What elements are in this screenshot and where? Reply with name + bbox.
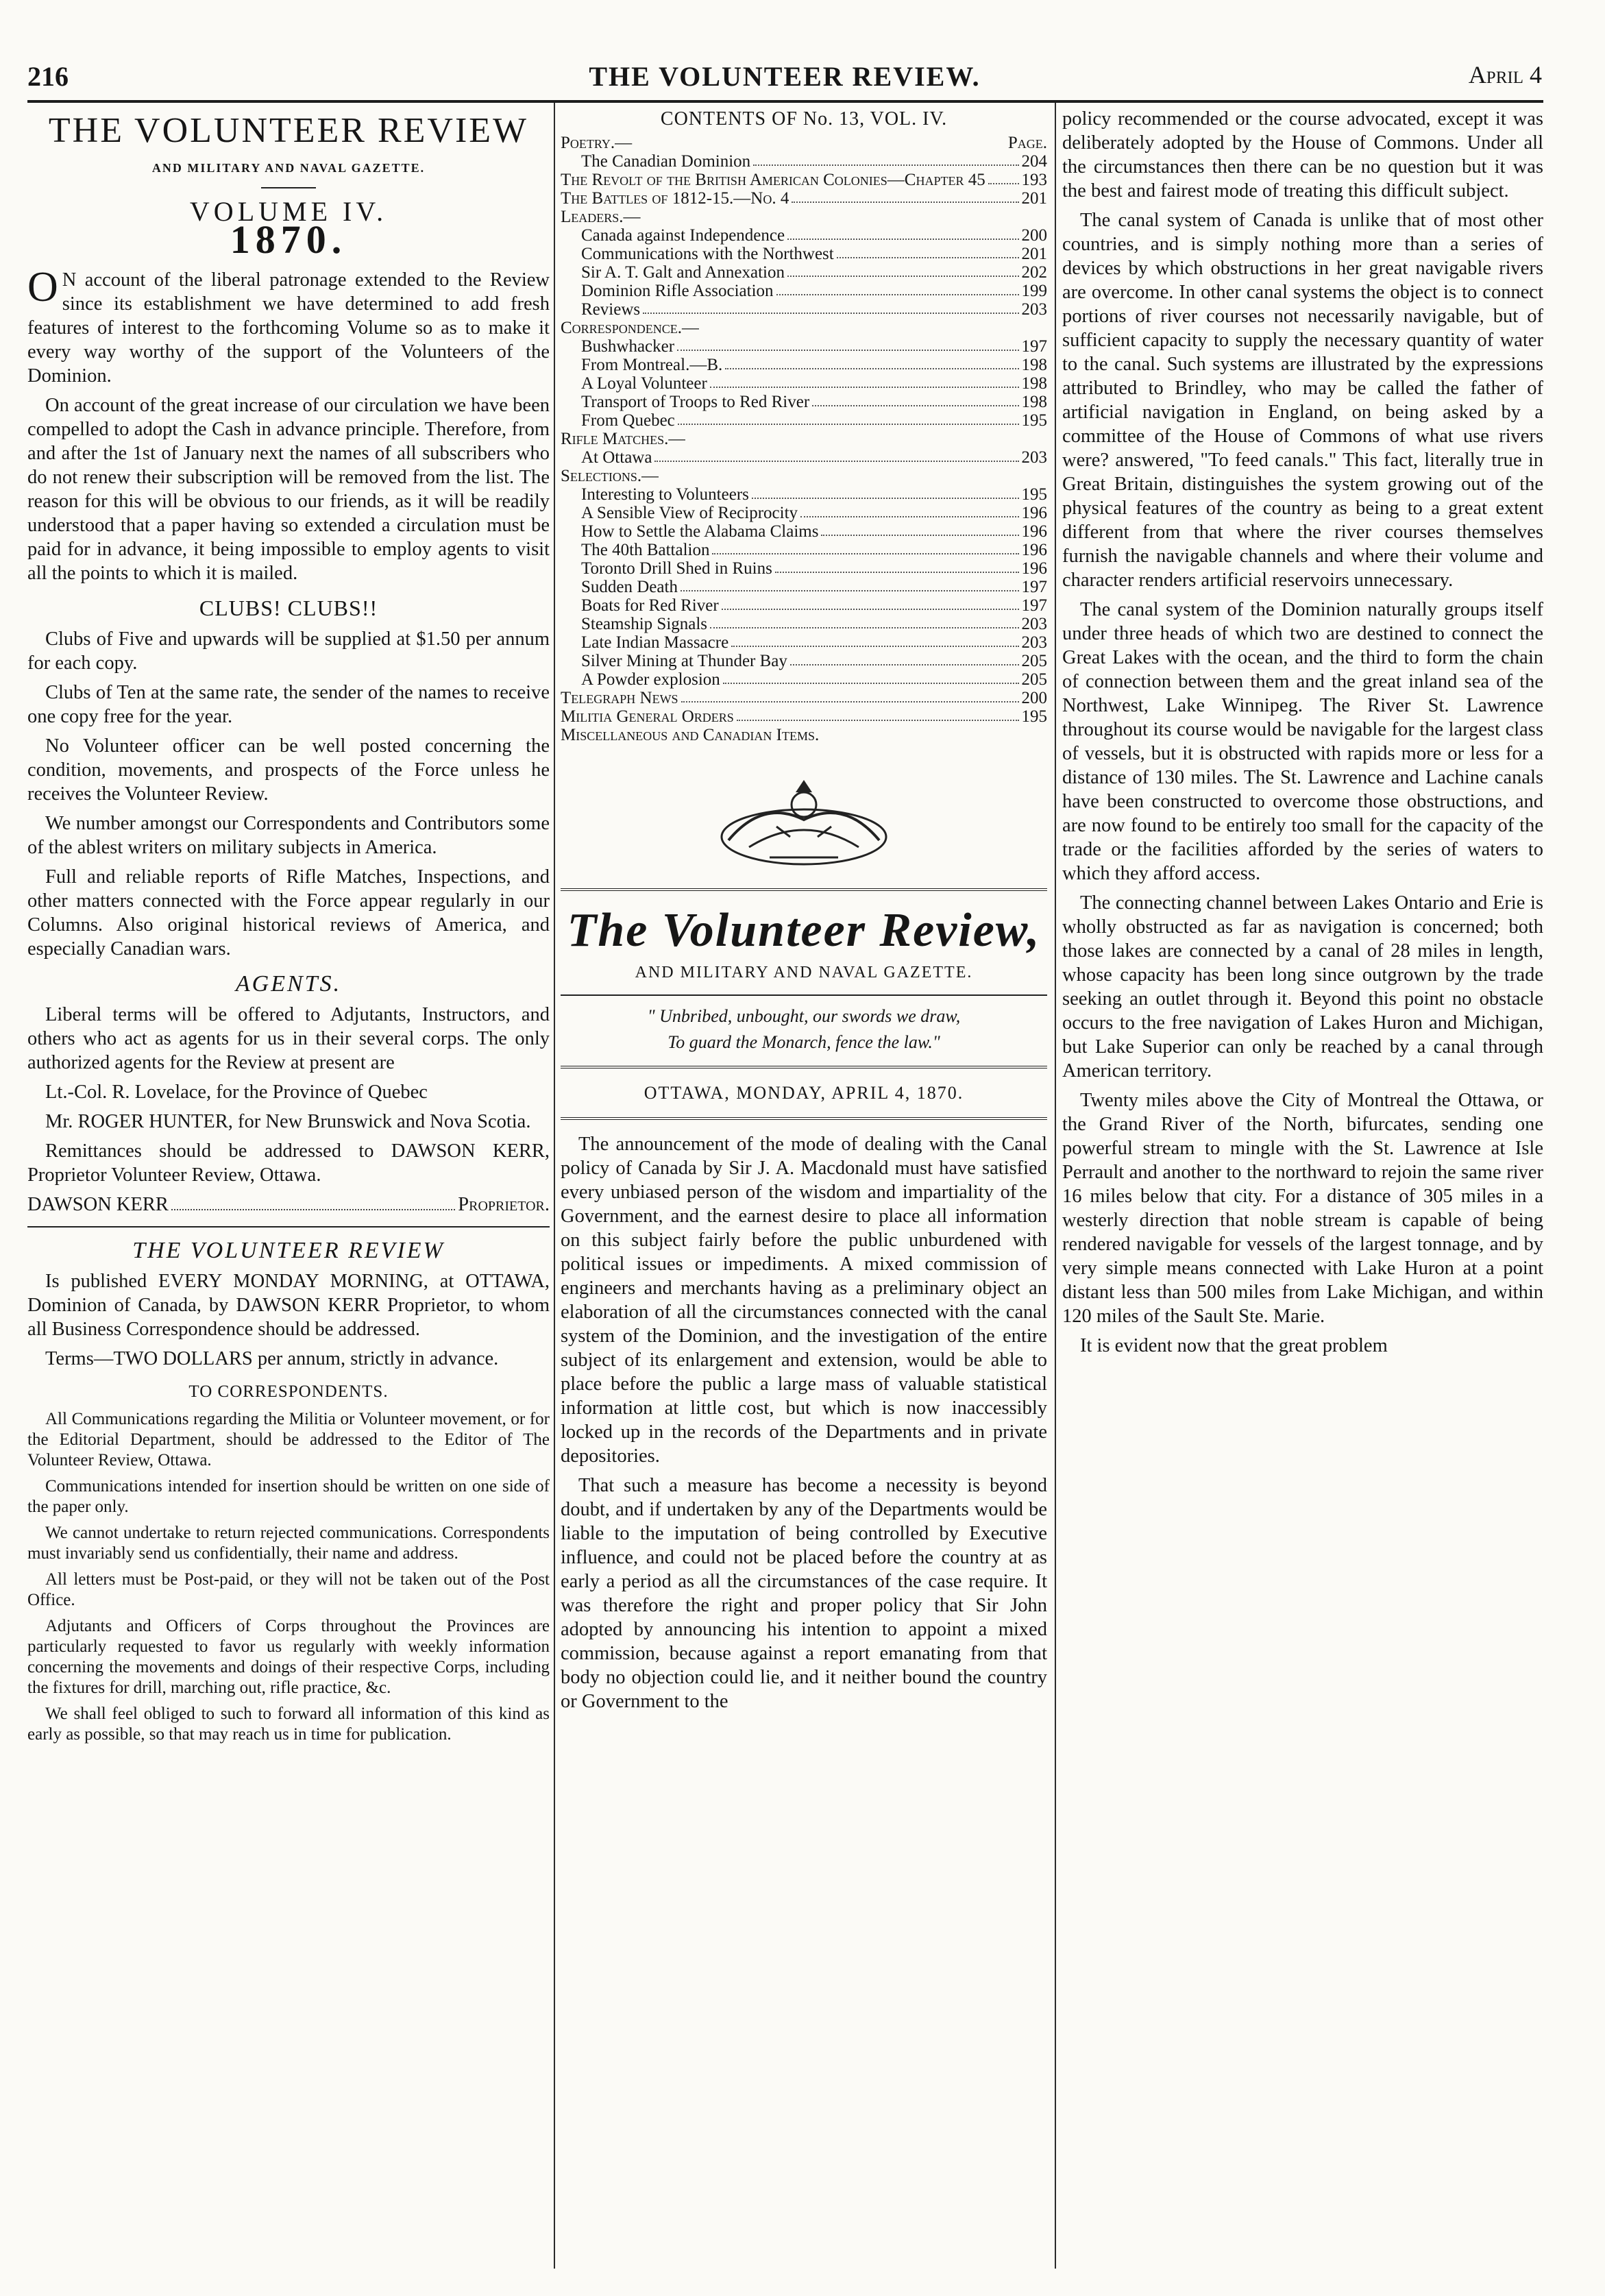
- motto-rule: [561, 994, 1047, 996]
- leader-dots: [681, 578, 1019, 591]
- column-1: [27, 107, 550, 2269]
- clubs-paragraph-2: Clubs of Ten at the same rate, the sender of the names to receive one copy free for the year.: [27, 682, 550, 727]
- contents-entry-page: 197: [1021, 578, 1047, 596]
- contents-entry: [561, 171, 1047, 189]
- contents-entry: [561, 596, 1047, 615]
- contents-entry: [561, 559, 1047, 578]
- contents-entry-title: Militia General Orders: [561, 707, 734, 726]
- contents-heading: CONTENTS OF No. 13, VOL. IV.: [660, 108, 948, 130]
- contents-entry: [561, 337, 1047, 356]
- short-rule: [261, 187, 316, 188]
- contents-entry: [561, 652, 1047, 670]
- contents-entry: [561, 282, 1047, 300]
- proprietor-title: Proprietor.: [458, 1194, 550, 1215]
- masthead-rule-top: [561, 888, 1047, 891]
- contents-entry: [561, 226, 1047, 245]
- contents-entry-title: The Revolt of the British American Colonies—Chapter 45: [561, 171, 985, 189]
- running-date: April 4: [1468, 61, 1542, 88]
- drop-cap: O: [27, 264, 58, 310]
- leader-dots: [787, 226, 1018, 240]
- contents-entry-page: 200: [1021, 226, 1047, 245]
- leader-dots: [776, 282, 1019, 295]
- contents-entry-page: 197: [1021, 337, 1047, 356]
- contents-entry-title: Late Indian Massacre: [581, 633, 729, 652]
- contents-entry-page: 203: [1021, 615, 1047, 633]
- circulation-paragraph: On account of the great increase of our circulation we have been compelled to adopt the Cash in advance principle. Therefore, from and after the 1st of January next the names of all subscribers who do not renew their subscription will be removed from the list. The reason for this will be obvious to our friends, as it will be readily understood that a paper having so extended a circulation must be paid for in advance, it being impossible to employ agents to visit all the points to which it is mailed.: [27, 395, 550, 584]
- agent-quebec: Lt.-Col. R. Lovelace, for the Province of Quebec: [45, 1082, 428, 1103]
- contents-poetry-label: Poetry.—: [561, 134, 633, 152]
- contents-entry-title: Selections.—: [561, 467, 659, 485]
- contents-entry-title: How to Settle the Alabama Claims: [581, 522, 819, 541]
- leader-dots: [712, 541, 1018, 554]
- contents-entry: [561, 356, 1047, 374]
- contents-entry-title: Miscellaneous and Canadian Items.: [561, 726, 820, 744]
- contents-entry-title: Communications with the Northwest: [581, 245, 834, 263]
- leader-dots: [821, 522, 1018, 536]
- contents-entry-page: 195: [1021, 411, 1047, 430]
- contents-entry-page: 196: [1021, 504, 1047, 522]
- contents-entry-title: Reviews: [581, 300, 641, 319]
- dateline-rule-bottom: [561, 1117, 1047, 1120]
- leader-dots: [710, 615, 1018, 628]
- contents-entry-title: Canada against Independence: [581, 226, 785, 245]
- contents-entry-title: Sudden Death: [581, 578, 678, 596]
- article-paragraph-4: The canal system of Canada is unlike that of most other countries, and is simply nothing more than a series of devices by which obstructions in her great navigable rivers are overcome. In other canal systems the object is to connect portions of river courses not necessarily navigable, but of sufficient capacity to supply the necessary quantity of water to the canal. Such systems are illustrated by the expressions attributed to Brindley, who may be called the father of artificial navigation in England, on being asked by a committee of the House of Commons of what use rivers were? answered, "To feed canals." This fact, literally true in Great Britain, distinguishes the system growing out of the physical features of the country as being to a great extent different from that where the river courses themselves furnish the navigable channels and where their volume and character renders artificial reservoirs unnecessary.: [1062, 210, 1543, 591]
- contents-entry-title: Leaders.—: [561, 208, 641, 226]
- leader-dots: [988, 171, 1019, 184]
- contents-entry-title: A Powder explosion: [581, 670, 720, 689]
- column-3: [1062, 107, 1543, 2269]
- contents-entry-page: 202: [1021, 263, 1047, 282]
- article-paragraph-3: policy recommended or the course advocated, except it was deliberately adopted by the House of Commons. Under all the circumstances then there can be no question but it was the best and fairest mode of treating this difficult subject.: [1062, 108, 1543, 201]
- contents-entry-title: Boats for Red River: [581, 596, 719, 615]
- leader-dots: [787, 263, 1019, 277]
- agents-paragraph: Liberal terms will be offered to Adjutants, Instructors, and others who act as agents for us in their several corps. The only authorized agents for the Review at present are: [27, 1004, 550, 1073]
- contents-entry: [561, 319, 1047, 337]
- leader-dots: [812, 393, 1018, 406]
- contents-entry-title: Bushwhacker: [581, 337, 675, 356]
- correspondents-item: Communications intended for insertion should be written on one side of the paper only.: [27, 1477, 550, 1516]
- leader-dots: [800, 504, 1018, 517]
- contents-entry-title: Interesting to Volunteers: [581, 485, 749, 504]
- contents-entry-page: 197: [1021, 596, 1047, 615]
- contents-entry: [561, 485, 1047, 504]
- contents-entry: [561, 430, 1047, 448]
- leader-dots: [753, 152, 1018, 166]
- contents-entry-title: At Ottawa: [581, 448, 652, 467]
- running-head: [27, 60, 1542, 101]
- contents-entry-page: 203: [1021, 633, 1047, 652]
- leader-dots: [725, 356, 1018, 369]
- contents-entry: [561, 208, 1047, 226]
- agent-new-brunswick: Mr. ROGER HUNTER, for New Brunswick and Nova Scotia.: [45, 1111, 531, 1132]
- page-number: 216: [27, 61, 69, 92]
- contents-entry-title: Rifle Matches.—: [561, 430, 686, 448]
- contents-entry: [561, 522, 1047, 541]
- contributors-paragraph: We number amongst our Correspondents and Contributors some of the ablest writers on military subjects in America.: [27, 813, 550, 858]
- volume-label: VOLUME IV.: [189, 196, 388, 227]
- article-paragraph-6: The connecting channel between Lakes Ontario and Erie is wholly obstructed as far as navigation is concerned; both those lakes are connected by a canal of 28 miles in length, whose capacity has been long since outgrown by the trade seeking an outlet through it. Beyond this point no obstacle occurs to the free navigation of Lakes Huron and Michigan, but Lake Superior can only be reached by a canal through American territory.: [1062, 892, 1543, 1082]
- correspondents-item: All letters must be Post-paid, or they will not be taken out of the Post Office.: [27, 1570, 550, 1609]
- leader-dots: [654, 448, 1018, 462]
- contents-entry-title: Telegraph News: [561, 689, 678, 707]
- leader-dots: [677, 337, 1018, 351]
- contents-entry: [561, 300, 1047, 319]
- article-paragraph-8: It is evident now that the great problem: [1080, 1335, 1388, 1356]
- article-paragraph-1: The announcement of the mode of dealing with the Canal policy of Canada by Sir J. A. Macdonald must have satisfied every unbiased person of the wisdom and impartiality of the Government, and the earnest desire to place all information on this subject fairly before the public unburdened with political issues or impediments. A mixed commission of engineers and merchants having as a preliminary object an elaboration of all the circumstances connected with the canal system of the Dominion, and the investigation of the entire subject of its enlargement and extension, would be able to place before the public a large mass of valuable statistical information at little cost, but which is now inaccessibly locked up in the records of the Departments and in private depositories.: [561, 1134, 1047, 1467]
- contents-entry-title: A Loyal Volunteer: [581, 374, 707, 393]
- contents-entry: [561, 467, 1047, 485]
- column-rule-1: [554, 103, 555, 2269]
- correspondents-item: Adjutants and Officers of Corps throughout the Provinces are particularly requested to favor us regularly with weekly information concerning the movements and doings of their respective Corps, including the fixtures for drill, marching out, rifle practice, &c.: [27, 1617, 550, 1697]
- proprietor-line: [27, 1193, 550, 1217]
- contents-entry-title: Steamship Signals: [581, 615, 708, 633]
- correspondents-item: We cannot undertake to return rejected communications. Correspondents must invariably send us confidentially, their name and address.: [27, 1524, 550, 1563]
- contents-entry: [561, 707, 1047, 726]
- clubs-paragraph-1: Clubs of Five and upwards will be supplied at $1.50 per annum for each copy.: [27, 628, 550, 674]
- contents-entry-page: 195: [1021, 485, 1047, 504]
- remittances-paragraph: Remittances should be addressed to DAWSON KERR, Proprietor Volunteer Review, Ottawa.: [27, 1140, 550, 1186]
- leader-dots: [837, 245, 1019, 258]
- article-paragraph-5: The canal system of the Dominion naturally groups itself under three heads of which two are destined to connect the Great Lakes with the ocean, and the third to form the chain of connection between them and the great inland sea of the Northwest, Lake Winnipeg. The River St. Lawrence throughout its course would be navigable for the largest class of vessels, but it is obstructed with rapids more or less for a distance of 130 miles. The St. Lawrence and Lachine canals have been constructed to overcome those obstructions, and are now found to be entirely too small for the capacity of the trade or the facilities afforded by the series of waters to which they afford access.: [1062, 599, 1543, 884]
- masthead-title: THE VOLUNTEER REVIEW: [48, 111, 529, 150]
- leader-dots: [775, 559, 1019, 573]
- motto-line-2: To guard the Monarch, fence the law.": [667, 1032, 940, 1052]
- contents-entry-title: Correspondence.—: [561, 319, 699, 337]
- leader-dots: [752, 485, 1019, 499]
- leader-dots: [790, 652, 1019, 665]
- intro-paragraph: [27, 264, 550, 388]
- contents-entry-page: 198: [1021, 393, 1047, 411]
- terms-paragraph: Terms—TWO DOLLARS per annum, strictly in advance.: [45, 1348, 499, 1369]
- leader-dots: [710, 374, 1019, 388]
- contents-entry: [561, 541, 1047, 559]
- contents-entry: [561, 411, 1047, 430]
- contents-entry-page: 193: [1021, 171, 1047, 189]
- contents-entry-page: 201: [1021, 245, 1047, 263]
- leader-dots: [792, 189, 1018, 203]
- section-rule: [27, 1226, 550, 1228]
- contents-entry-title: The Battles of 1812-15.—No. 4: [561, 189, 789, 208]
- masthead-subtitle: AND MILITARY AND NAVAL GAZETTE.: [151, 161, 426, 175]
- contents-entry: [561, 374, 1047, 393]
- contents-entry-page: 199: [1021, 282, 1047, 300]
- contents-entry: [561, 670, 1047, 689]
- contents-entry: [561, 578, 1047, 596]
- leader-dots: [723, 670, 1019, 684]
- reports-paragraph: Full and reliable reports of Rifle Matches, Inspections, and other matters connected with the Force appear regularly in our Columns. Also original historical reviews of America, and especially Canadian wars.: [27, 866, 550, 960]
- contents-entry-title: Toronto Drill Shed in Ruins: [581, 559, 772, 578]
- contents-entry-title: From Montreal.—B.: [581, 356, 723, 374]
- contents-entry: [561, 615, 1047, 633]
- crest-emblem-icon: [701, 772, 907, 875]
- clubs-heading: CLUBS! CLUBS!!: [199, 596, 378, 620]
- contents-list: [561, 152, 1047, 744]
- dateline: OTTAWA, MONDAY, APRIL 4, 1870.: [644, 1083, 964, 1103]
- contents-header-row: [561, 134, 1047, 152]
- contents-entry-page: 203: [1021, 300, 1047, 319]
- article-paragraph-2: That such a measure has become a necessity is beyond doubt, and if undertaken by any of the Departments would be liable to the imputation of being controlled by Executive influence, and could not be placed before the country at as early a period as all the circumstances of the case require. It was therefore the right and proper policy that Sir John adopted by announcing his intention to appoint a mixed commission, because against a report emanating from that body no objection could lie, and it neither bound the country or Government to the: [561, 1475, 1047, 1712]
- contents-entry-page: 196: [1021, 559, 1047, 578]
- running-title: THE VOLUNTEER REVIEW.: [589, 61, 981, 92]
- leader-dots: [737, 707, 1019, 721]
- year-label: 1870.: [230, 217, 347, 262]
- contents-entry-page: 203: [1021, 448, 1047, 467]
- contents-entry-title: The 40th Battalion: [581, 541, 710, 559]
- contents-entry: [561, 393, 1047, 411]
- contents-entry-title: Silver Mining at Thunder Bay: [581, 652, 787, 670]
- article-paragraph-7: Twenty miles above the City of Montreal the Ottawa, or the Grand River of the North, bifurcates, sending one powerful stream to mingle with the St. Lawrence at Isle Perrault and another to the northward to rejoin the same river 16 miles below that city. For a distance of 305 miles in a westerly direction that noble stream is capable of being rendered navigable for vessels of the largest tonnage, and by very simple means connected with Lake Huron at a point distant less than 500 miles from Lake Michigan, and within 120 miles of the Sault Ste. Marie.: [1062, 1090, 1543, 1327]
- officer-paragraph: No Volunteer officer can be well posted concerning the condition, movements, and prospects of the Force unless he receives the Volunteer Review.: [27, 735, 550, 805]
- contents-entry: [561, 448, 1047, 467]
- contents-entry: [561, 263, 1047, 282]
- contents-page-label: Page.: [1007, 134, 1047, 152]
- leader-dots: [722, 596, 1019, 610]
- contents-entry: [561, 689, 1047, 707]
- published-paragraph: Is published EVERY MONDAY MORNING, at OTTAWA, Dominion of Canada, by DAWSON KERR Proprietor, to whom all Business Correspondence should be addressed.: [27, 1271, 550, 1340]
- column-2: [561, 107, 1047, 2269]
- contents-entry-title: A Sensible View of Reciprocity: [581, 504, 798, 522]
- leader-dots: [731, 633, 1018, 647]
- leader-dots: [678, 411, 1019, 425]
- contents-entry-page: 198: [1021, 374, 1047, 393]
- leader-dots: [171, 1193, 455, 1210]
- contents-entry-page: 196: [1021, 541, 1047, 559]
- header-rule: [27, 100, 1543, 103]
- masthead-blackletter-title: The Volunteer Review,: [567, 904, 1041, 957]
- dateline-rule-top: [561, 1066, 1047, 1068]
- contents-entry-title: Sir A. T. Galt and Annexation: [581, 263, 785, 282]
- intro-text: N account of the liberal patronage extended to the Review since its establishment we have determined to add fresh features of interest to the forthcoming Volume so as to make it every way worthy of the support of the Volunteers of the Dominion.: [27, 269, 550, 387]
- proprietor-name: DAWSON KERR: [27, 1194, 169, 1215]
- contents-entry-title: The Canadian Dominion: [581, 152, 751, 171]
- agents-heading: AGENTS.: [235, 971, 342, 997]
- contents-entry-title: Transport of Troops to Red River: [581, 393, 810, 411]
- correspondents-item: We shall feel obliged to such to forward all information of this kind as early as possible, so that may reach us in time for publication.: [27, 1705, 550, 1744]
- contents-entry-page: 198: [1021, 356, 1047, 374]
- contents-entry: [561, 245, 1047, 263]
- contents-entry-page: 196: [1021, 522, 1047, 541]
- contents-entry: [561, 152, 1047, 171]
- contents-entry-page: 201: [1021, 189, 1047, 208]
- contents-entry-title: From Quebec: [581, 411, 675, 430]
- contents-entry-title: Dominion Rifle Association: [581, 282, 774, 300]
- contents-entry-page: 200: [1021, 689, 1047, 707]
- correspondents-heading: TO CORRESPONDENTS.: [188, 1382, 389, 1401]
- motto-line-1: " Unbribed, unbought, our swords we draw,: [647, 1006, 961, 1026]
- volunteer-review-heading: THE VOLUNTEER REVIEW: [132, 1238, 445, 1263]
- contents-entry-page: 205: [1021, 652, 1047, 670]
- contents-entry-page: 195: [1021, 707, 1047, 726]
- correspondents-item: All Communications regarding the Militia or Volunteer movement, or for the Editorial Department, should be addressed to the Editor of The Volunteer Review, Ottawa.: [27, 1410, 550, 1469]
- contents-entry-page: 205: [1021, 670, 1047, 689]
- contents-entry: [561, 504, 1047, 522]
- column-rule-2: [1055, 103, 1056, 2269]
- contents-entry: [561, 726, 1047, 744]
- leader-dots: [643, 300, 1018, 314]
- contents-entry: [561, 633, 1047, 652]
- leader-dots: [681, 689, 1019, 703]
- masthead-gazette-subtitle: AND MILITARY AND NAVAL GAZETTE.: [635, 964, 973, 981]
- contents-entry: [561, 189, 1047, 208]
- contents-entry-page: 204: [1021, 152, 1047, 171]
